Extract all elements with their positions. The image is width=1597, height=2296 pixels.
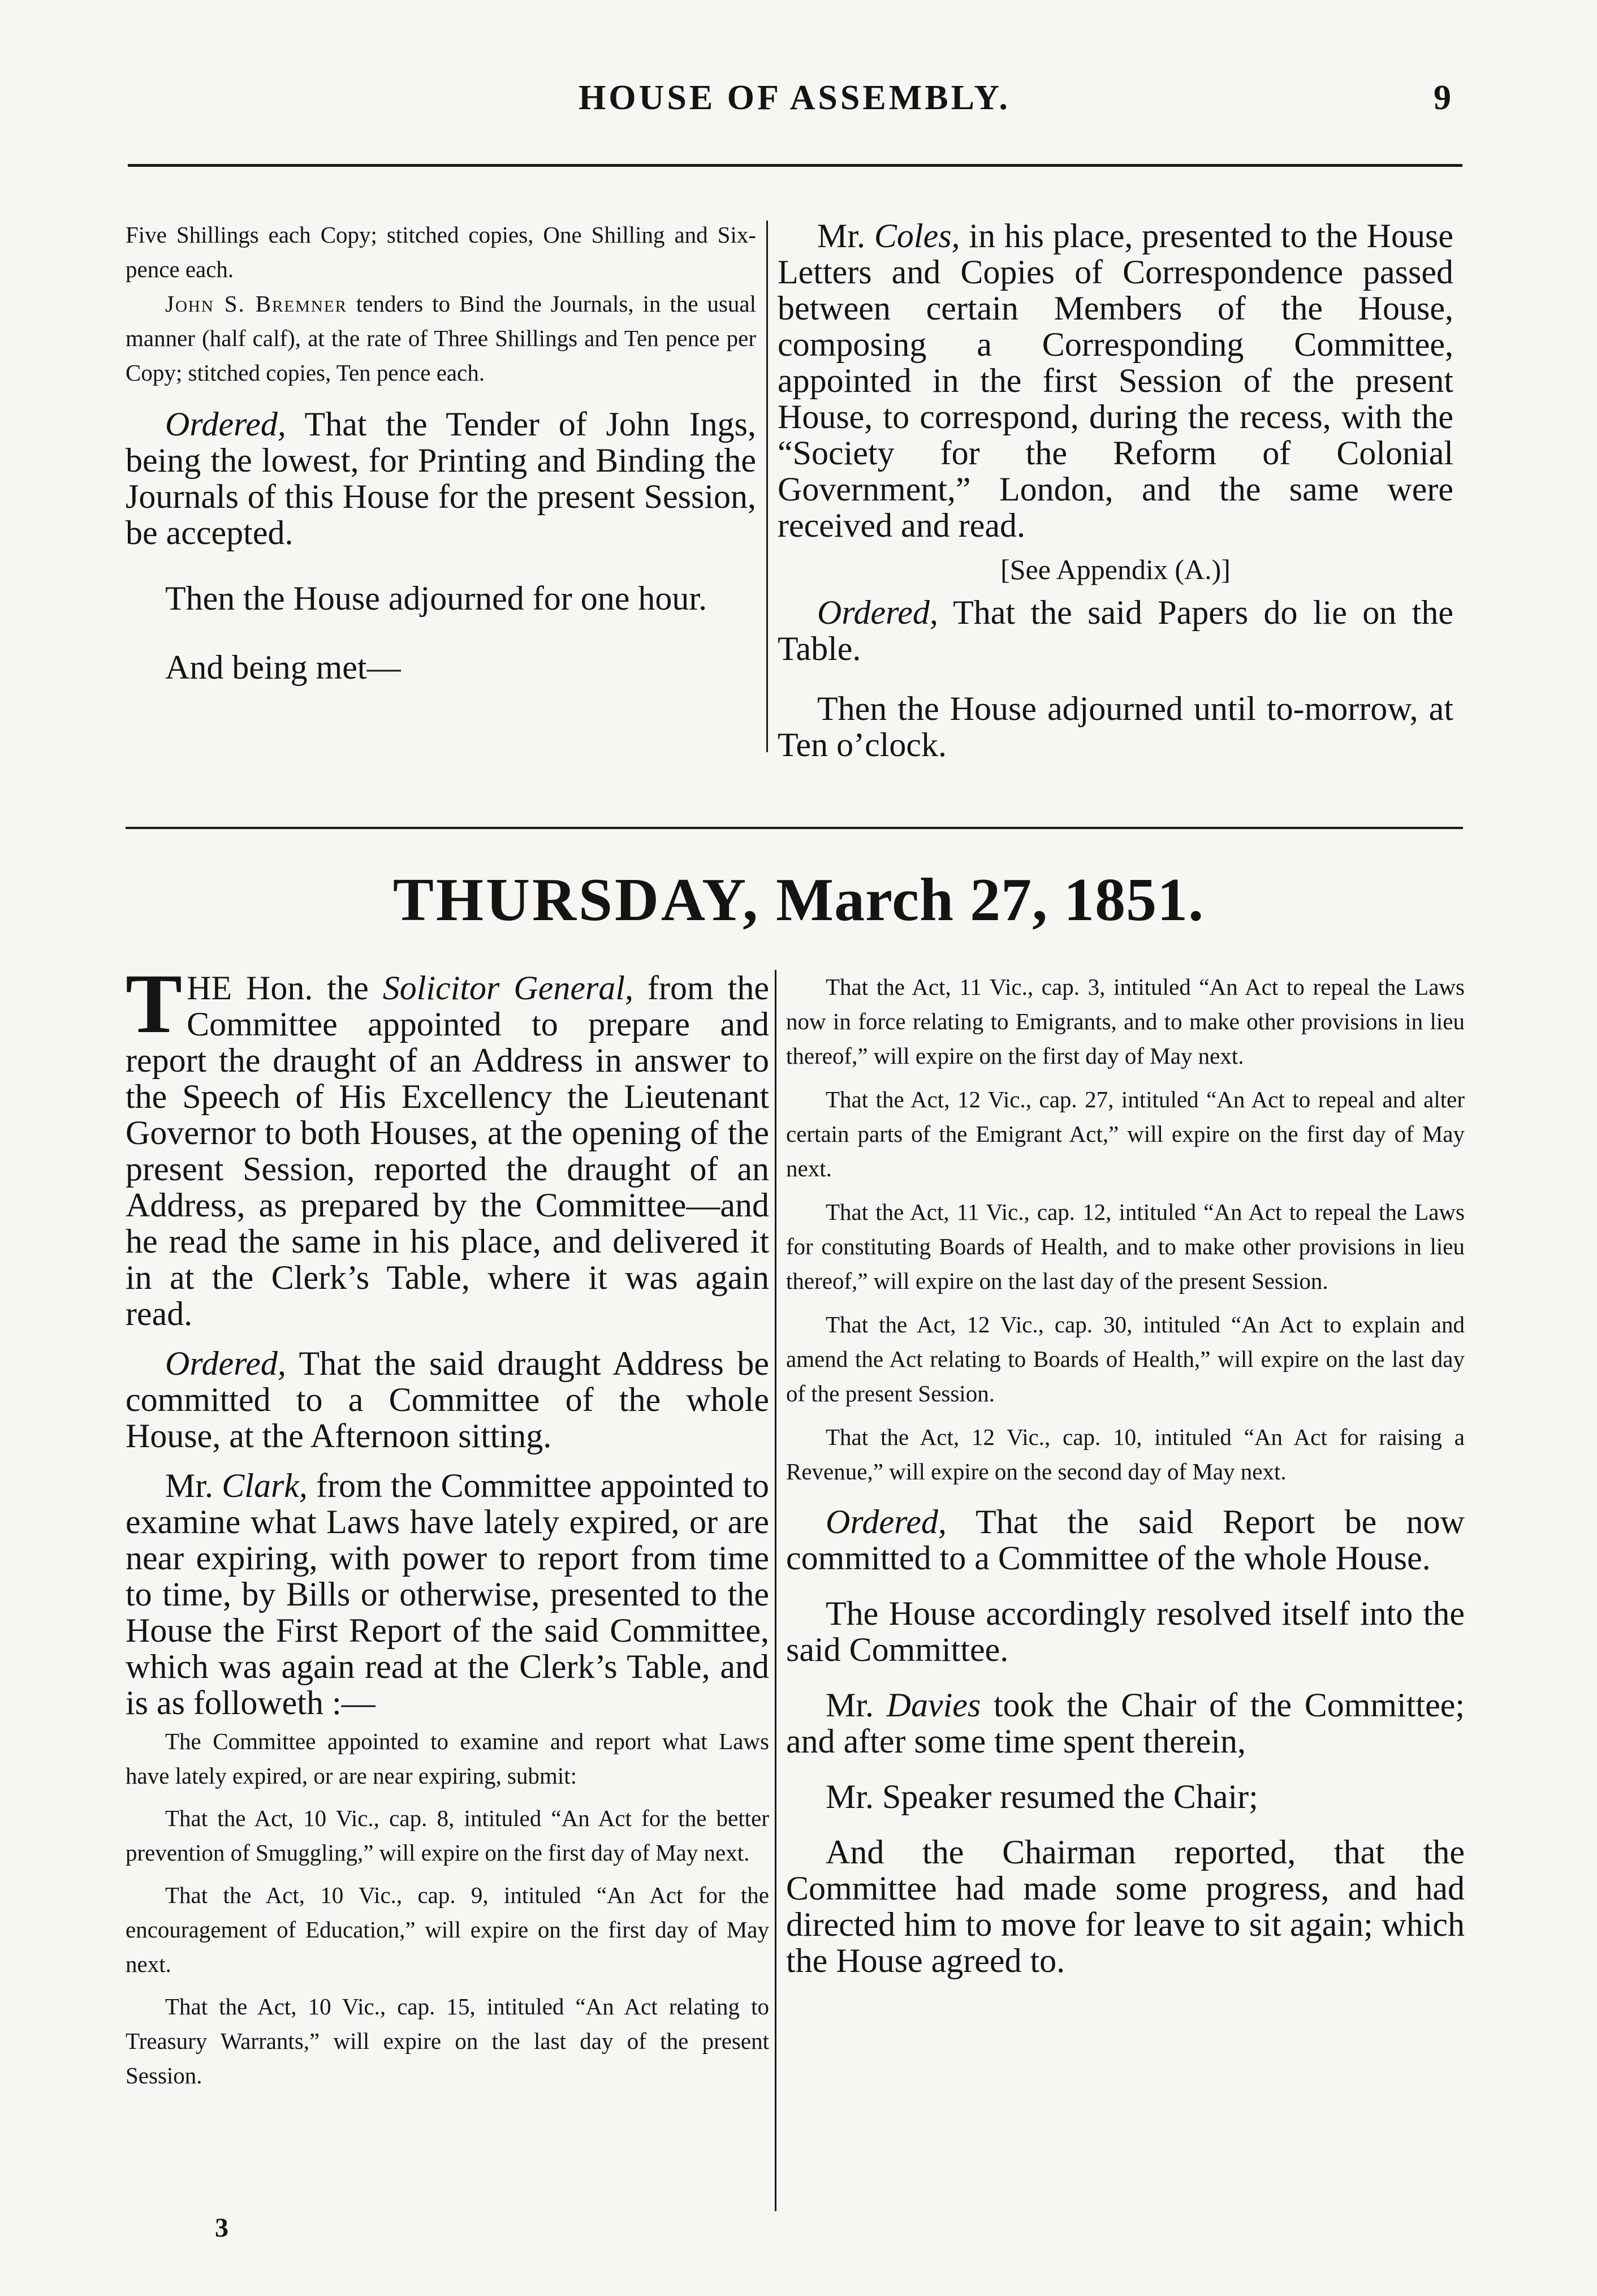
report-item-boards-amend: That the Act, 12 Vic., cap. 30, intituled “An Act to explain and amend the Act relating to Boards of Health,” will expire on the last day of the present Session. [786, 1311, 1465, 1406]
report-item-smuggling: That the Act, 10 Vic., cap. 8, intituled “An Act for the better prevention of Smuggling,” will expire on the first day of May next. [126, 1805, 769, 1866]
davies-chair-paragraph [786, 1687, 1465, 1759]
chairman-reported-paragraph: And the Chairman reported, that the Committee had made some progress, and had directed him to move for leave to sit again; which the House agreed to. [786, 1833, 1465, 1979]
page-number: 9 [1434, 79, 1451, 117]
ordered-papers-paragraph [778, 594, 1453, 667]
report-item-emigrants: That the Act, 11 Vic., cap. 3, intituled “An Act to repeal the Laws now in force relating to Emigrants, and to make other provisions in lieu thereof,” will expire on the first day of May next. [786, 974, 1465, 1069]
coles-name: Coles, [874, 217, 960, 254]
ordered-address-paragraph [126, 1345, 769, 1454]
ordered-papers-text: That the said Papers do lie on the Table. [778, 594, 1453, 667]
appendix-reference: [See Appendix (A.)] [1000, 554, 1231, 585]
dropcap-letter: T [126, 957, 183, 1051]
bremner-tender-paragraph [126, 287, 756, 390]
clark-prefix: Mr. [165, 1467, 222, 1504]
clark-name: Clark, [222, 1467, 308, 1504]
ordered-tender-paragraph [126, 406, 756, 551]
clark-report-paragraph [126, 1468, 769, 1721]
being-met-paragraph: And being met— [165, 649, 401, 686]
bottom-right-column [786, 970, 1465, 1979]
bremner-name: John S. Bremner [165, 291, 347, 317]
davies-chair-text: took the Chair of the Committee; and after some time spent therein, [786, 1686, 1465, 1760]
ordered-report-text: That the said Report be now committed to a Committee of the whole House. [786, 1503, 1465, 1577]
ordered-label: Ordered, [165, 405, 286, 443]
running-title: HOUSE OF ASSEMBLY. [579, 79, 1011, 117]
top-right-column [778, 218, 1453, 763]
speaker-resumed-paragraph: Mr. Speaker resumed the Chair; [826, 1778, 1258, 1815]
ordered-address-text: That the said draught Address be committed to a Committee of the whole House, at the Afternoon sitting. [126, 1345, 769, 1455]
section-rule [126, 827, 1463, 829]
day-name: THURSDAY, [392, 866, 761, 934]
day-date: March 27, 1851. [776, 866, 1205, 934]
top-left-column [126, 218, 756, 685]
ordered-tender-text: That the Tender of John Ings, being the lowest, for Printing and Binding the Journals of this House for the present Session, be accepted. [126, 405, 756, 551]
report-item-revenue: That the Act, 12 Vic., cap. 10, intituled “An Act for raising a Revenue,” will expire on the second day of May next. [786, 1424, 1465, 1484]
coles-correspondence-paragraph [778, 218, 1453, 543]
running-head [124, 78, 1465, 129]
report-item-boards-of-health: That the Act, 11 Vic., cap. 12, intituled “An Act to repeal the Laws for constituting Boards of Health, and to make other provisions in lieu thereof,” will expire on the last day of the present Session. [786, 1199, 1465, 1294]
report-intro: The Committee appointed to examine and report what Laws have lately expired, or are near expiring, submit: [126, 1728, 769, 1789]
adjourned-tomorrow-paragraph: Then the House adjourned until to-morrow, at Ten o’clock. [778, 690, 1453, 763]
tender-price-paragraph: Five Shillings each Copy; stitched copies, One Shilling and Six-pence each. [126, 222, 756, 282]
report-item-education: That the Act, 10 Vic., cap. 9, intituled “An Act for the encouragement of Education,” will expire on the first day of May next. [126, 1882, 769, 1977]
signature-mark: 3 [215, 2213, 228, 2243]
bottom-column-divider [775, 970, 776, 2211]
ordered-label: Ordered, [817, 594, 938, 631]
ordered-label: Ordered, [826, 1503, 947, 1540]
solicitor-general-title: Solicitor General, [382, 969, 634, 1007]
day-heading [124, 865, 1473, 935]
solicitor-general-paragraph [126, 957, 769, 1332]
clark-report-text: from the Committee appointed to examine what Laws have lately expired, or are near expiring, with power to report from time to time, by Bills or otherwise, presented to the House the First Report of the said Committee, which was again read at the Clerk’s Table, and is as followeth :— [126, 1467, 769, 1721]
coles-correspondence-text: in his place, presented to the House Letters and Copies of Correspondence passed between certain Members of the House, composing a Corresponding Committee, appointed in the first Session of the present House, to correspond, during the recess, with the “Society for the Reform of Colonial Government,” London, and the same were received and read. [778, 217, 1453, 544]
adjourned-hour-paragraph: Then the House adjourned for one hour. [165, 580, 707, 617]
solicitor-prefix: HE Hon. the [187, 969, 383, 1007]
coles-prefix: Mr. [817, 217, 874, 254]
bremner-tender-text: tenders to Bind the Journals, in the usual manner (half calf), at the rate of Three Shillings and Ten pence per Copy; stitched copies, Ten pence each. [126, 291, 757, 386]
top-column-divider [766, 221, 768, 752]
bottom-left-column [126, 957, 769, 2093]
header-rule [128, 164, 1462, 167]
report-item-emigrant-act: That the Act, 12 Vic., cap. 27, intituled “An Act to repeal and alter certain parts of the Emigrant Act,” will expire on the first day of May next. [786, 1086, 1465, 1181]
davies-prefix: Mr. [826, 1686, 887, 1724]
ordered-label: Ordered, [165, 1345, 286, 1382]
report-item-treasury: That the Act, 10 Vic., cap. 15, intituled “An Act relating to Treasury Warrants,” will expire on the last day of the present Session. [126, 1993, 769, 2088]
solicitor-general-text: from the Committee appointed to prepare and report the draught of an Address in answer to the Speech of His Excellency the Lieutenant Governor to both Houses, at the opening of the present Session, reported the draught of an Address, as prepared by the Committee—and he read the same in his place, and delivered it in at the Clerk’s Table, where it was again read. [126, 969, 769, 1332]
davies-name: Davies [886, 1686, 981, 1724]
ordered-report-paragraph [786, 1504, 1465, 1576]
resolved-committee-paragraph: The House accordingly resolved itself into the said Committee. [786, 1595, 1465, 1668]
